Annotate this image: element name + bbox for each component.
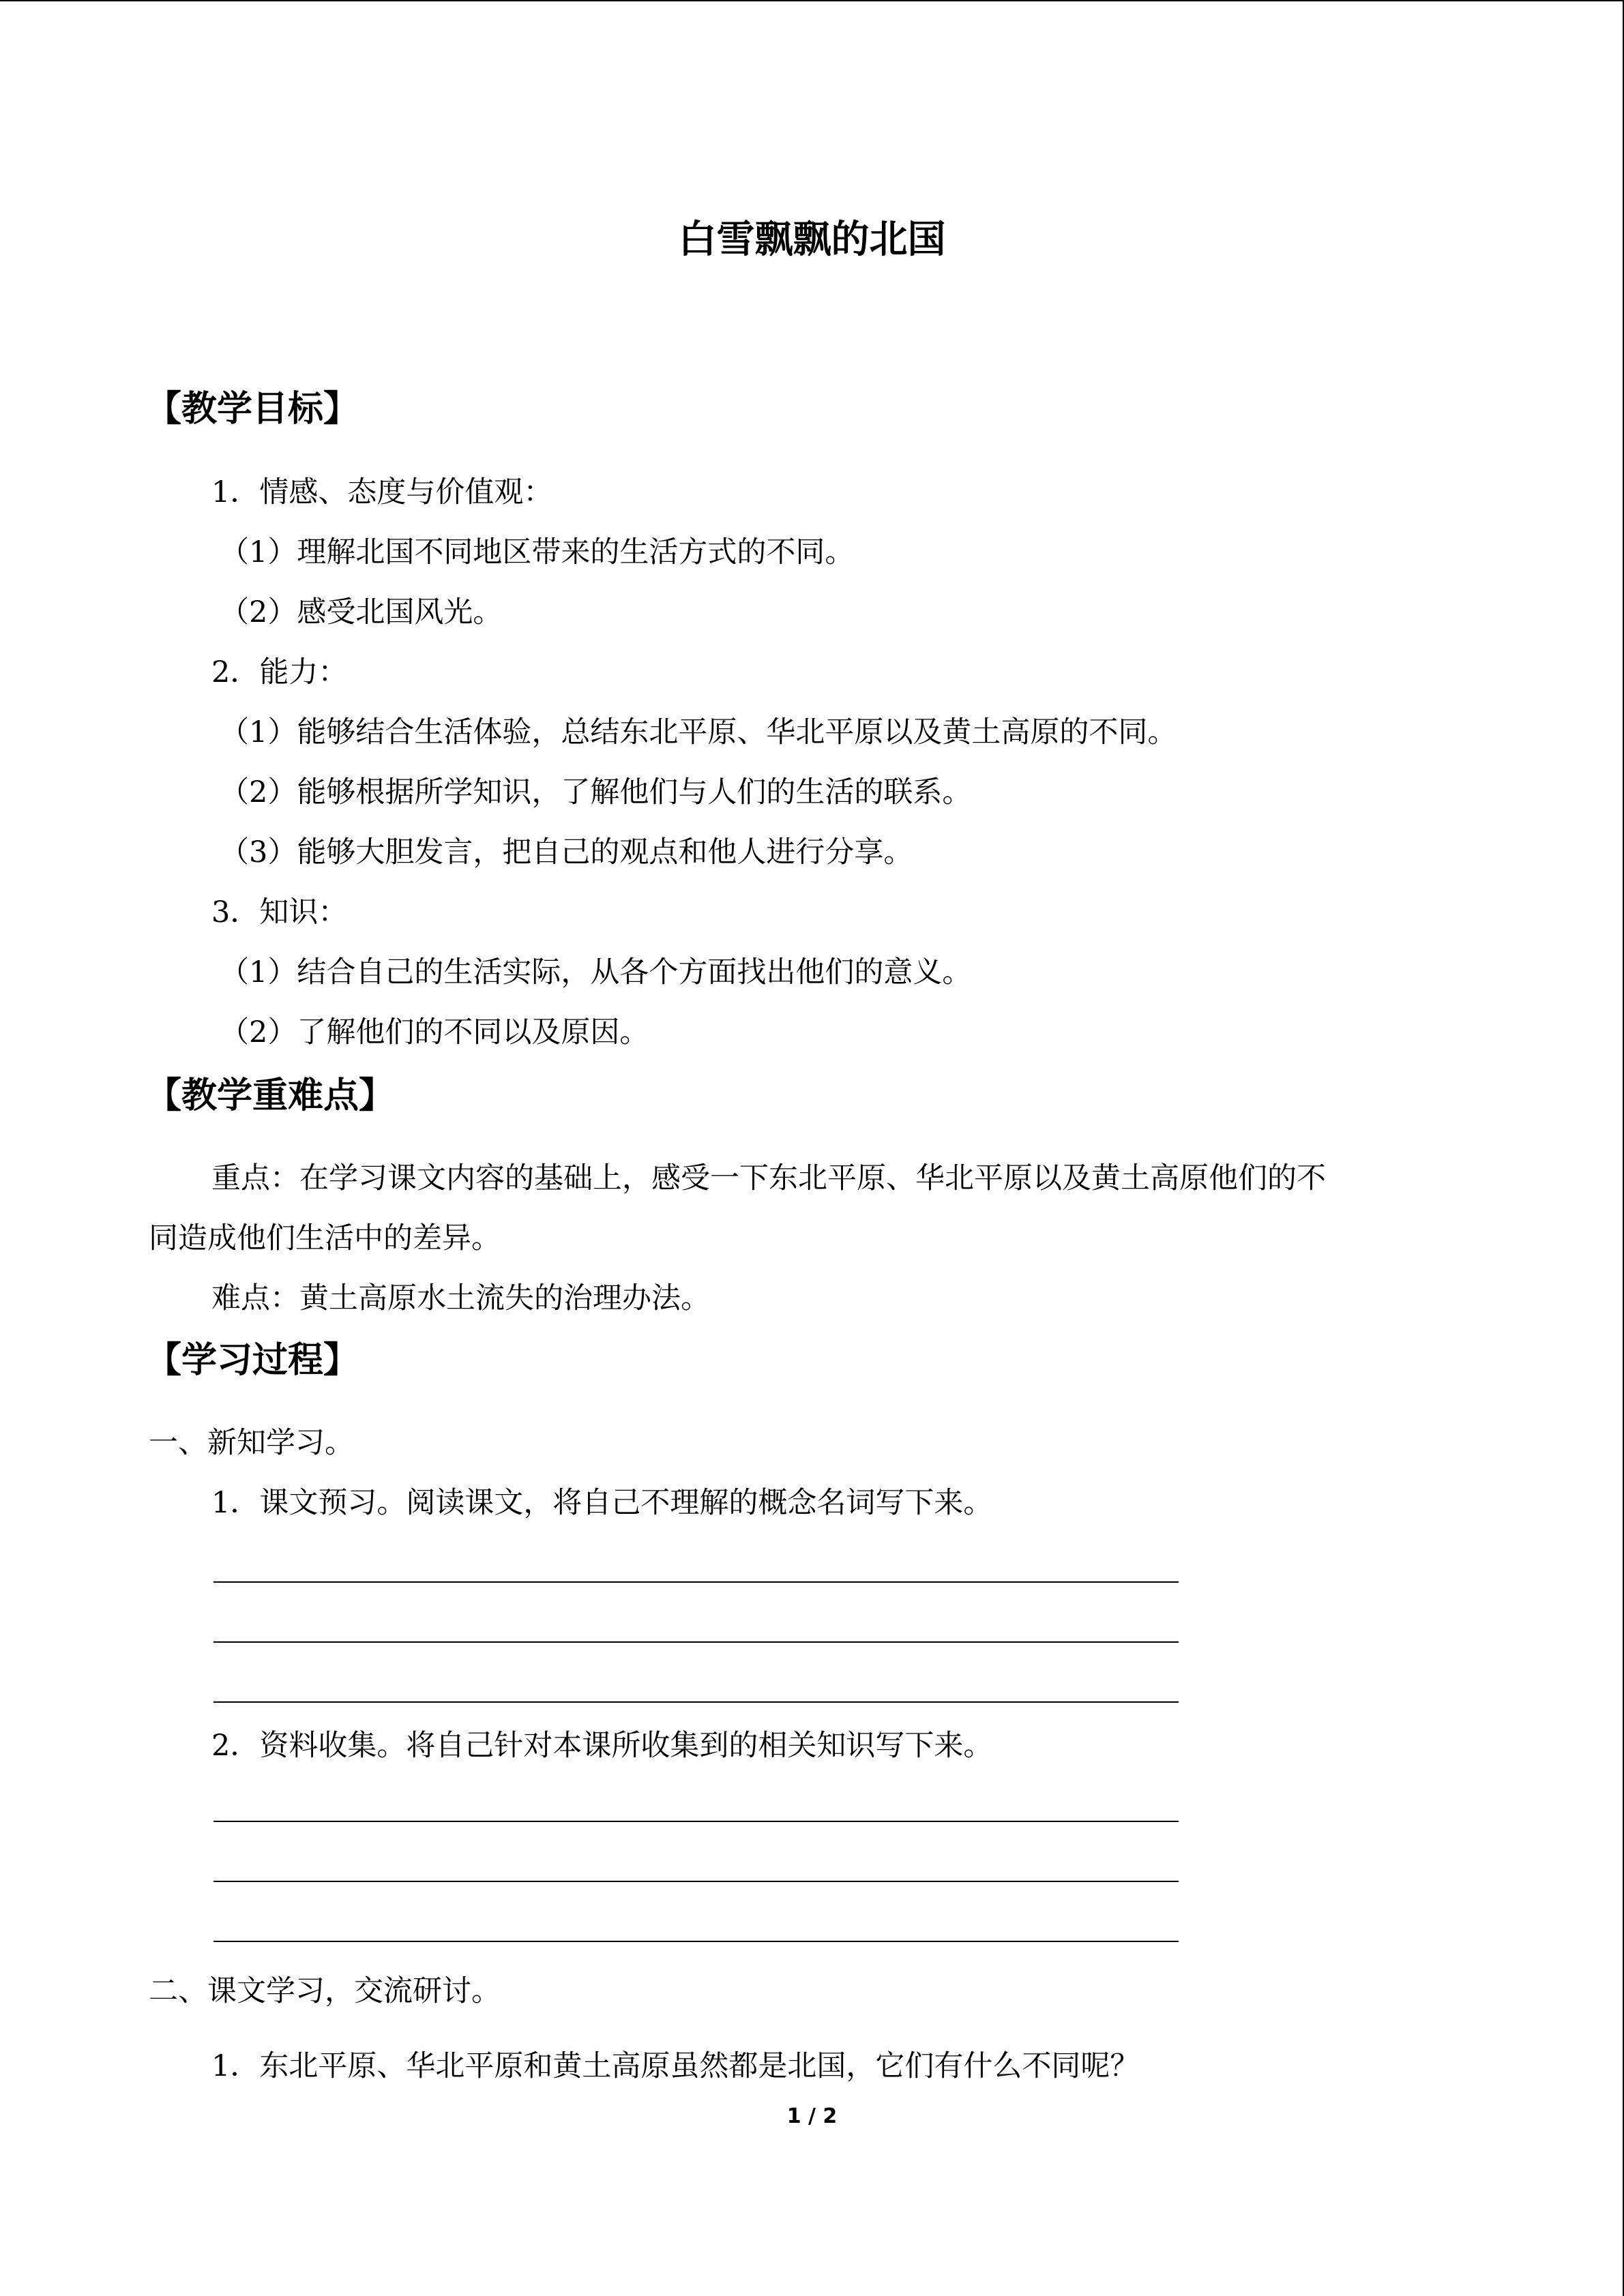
- answer-line[interactable]: [213, 1941, 1179, 1942]
- goal-item-2: 2．能力：: [211, 655, 348, 689]
- goal-item-3: 3．知识：: [211, 895, 348, 929]
- section-heading-goals: 【教学目标】: [146, 389, 359, 430]
- process-question-1: 1．东北平原、华北平原和黄土高原虽然都是北国，它们有什么不同呢？: [211, 2049, 1140, 2083]
- goal-item-2-sub-3: （3）能够大胆发言，把自己的观点和他人进行分享。: [220, 835, 913, 869]
- answer-line[interactable]: [213, 1581, 1179, 1583]
- focus-text-line-2: 同造成他们生活中的差异。: [149, 1221, 501, 1255]
- process-part-1: 一、新知学习。: [149, 1426, 354, 1460]
- goal-item-3-sub-2: （2）了解他们的不同以及原因。: [220, 1015, 649, 1049]
- focus-text-line-1: 重点：在学习课文内容的基础上，感受一下东北平原、华北平原以及黄土高原他们的不: [211, 1161, 1326, 1195]
- goal-item-1-sub-1: （1）理解北国不同地区带来的生活方式的不同。: [220, 535, 855, 569]
- answer-line[interactable]: [213, 1821, 1179, 1822]
- page-number: 1 / 2: [786, 2104, 838, 2128]
- answer-line[interactable]: [213, 1881, 1179, 1882]
- difficulty-text: 难点：黄土高原水土流失的治理办法。: [211, 1281, 710, 1315]
- process-task-2: 2．资料收集。将自己针对本课所收集到的相关知识写下来。: [211, 1729, 993, 1763]
- answer-line[interactable]: [213, 1701, 1179, 1703]
- section-heading-key-points: 【教学重难点】: [146, 1075, 395, 1116]
- process-part-2: 二、课文学习，交流研讨。: [149, 1974, 501, 2008]
- goal-item-2-sub-2: （2）能够根据所学知识，了解他们与人们的生活的联系。: [220, 775, 972, 809]
- goal-item-2-sub-1: （1）能够结合生活体验，总结东北平原、华北平原以及黄土高原的不同。: [220, 715, 1177, 749]
- section-heading-process: 【学习过程】: [146, 1340, 359, 1381]
- page-title: 白雪飘飘的北国: [678, 218, 946, 262]
- goal-item-1: 1．情感、态度与价值观：: [211, 475, 553, 509]
- answer-line[interactable]: [213, 1641, 1179, 1643]
- goal-item-1-sub-2: （2）感受北国风光。: [220, 595, 503, 629]
- process-task-1: 1．课文预习。阅读课文，将自己不理解的概念名词写下来。: [211, 1486, 993, 1520]
- goal-item-3-sub-1: （1）结合自己的生活实际，从各个方面找出他们的意义。: [220, 955, 972, 989]
